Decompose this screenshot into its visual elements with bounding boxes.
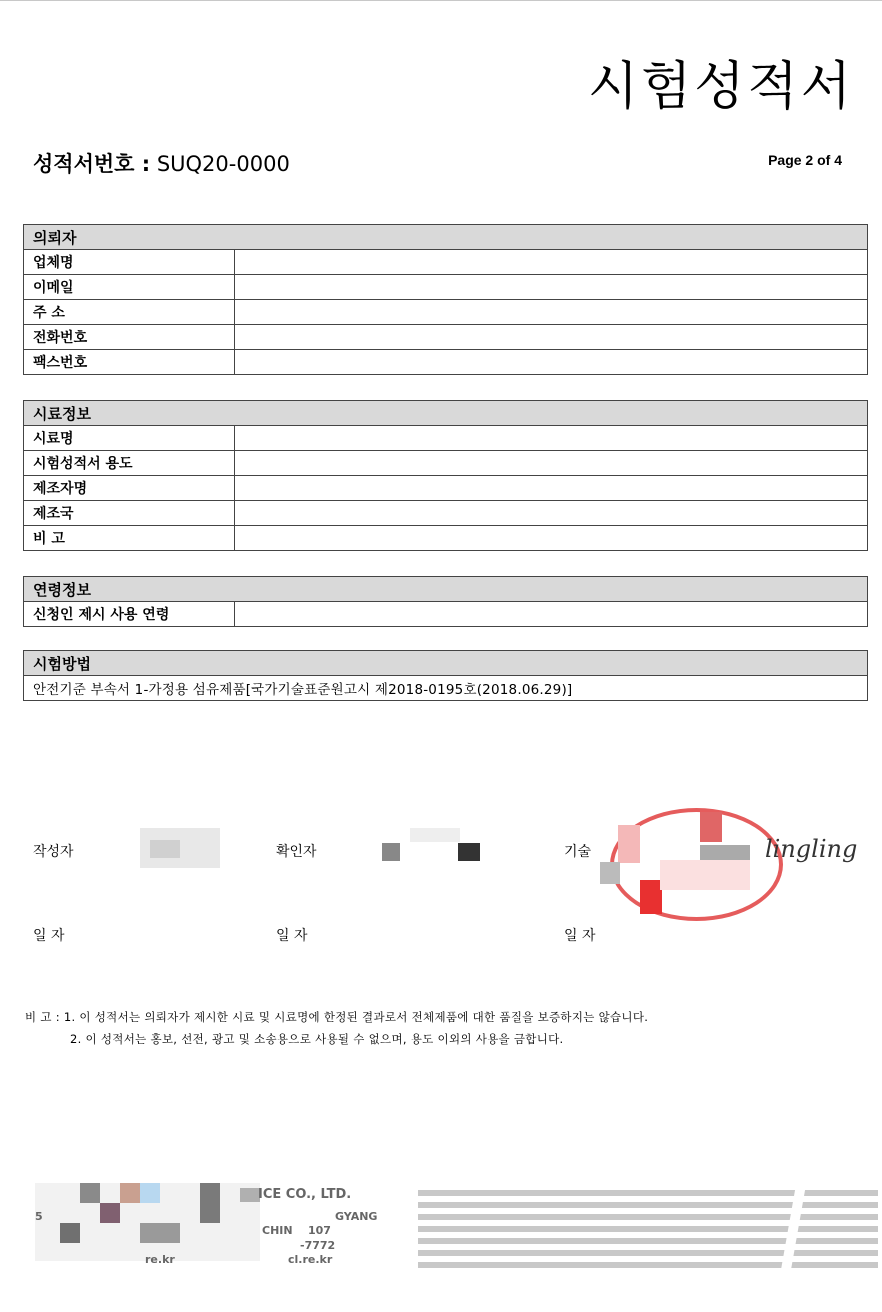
- age-field: [235, 602, 868, 627]
- note-prefix: 비 고 :: [25, 1010, 60, 1024]
- footer-company-name: ICE CO., LTD.: [258, 1187, 352, 1202]
- address-field: [235, 300, 868, 325]
- method-heading: 시험방법: [24, 651, 868, 676]
- table-row: [24, 451, 868, 476]
- stripe: [418, 1226, 878, 1232]
- redaction-block: [600, 862, 620, 884]
- redaction-block: [140, 1183, 160, 1203]
- redaction-block: [458, 843, 480, 861]
- field-label: 비 고: [24, 526, 235, 551]
- field-label: 업체명: [24, 250, 235, 275]
- table-row: [24, 250, 868, 275]
- table-row: [24, 526, 868, 551]
- confirmer-signature-redacted: [382, 843, 400, 861]
- footer-phone: -7772: [300, 1239, 336, 1252]
- table-row: [24, 300, 868, 325]
- sample-heading: 시료정보: [24, 401, 868, 426]
- footer-email: re.kr: [145, 1253, 175, 1266]
- field-label: 신청인 제시 사용 연령: [24, 602, 235, 627]
- page-indicator: Page 2 of 4: [768, 152, 842, 168]
- redaction-block: [80, 1183, 100, 1203]
- confirmer-date-label: 일 자: [276, 928, 308, 944]
- author-label: 작성자: [33, 844, 74, 860]
- tech-manager-label: 기술: [564, 844, 592, 860]
- stripe: [418, 1250, 878, 1256]
- redaction-block: [660, 860, 750, 890]
- redaction-block: [200, 1183, 220, 1223]
- table-row: [24, 501, 868, 526]
- stripe: [418, 1190, 878, 1196]
- age-table: [23, 576, 868, 627]
- redaction-block: [120, 1183, 140, 1203]
- redaction-block: [150, 840, 180, 858]
- redaction-block: [618, 825, 640, 863]
- remarks-field: [235, 526, 868, 551]
- stripe: [418, 1238, 878, 1244]
- tech-manager-signature: lingling: [765, 835, 858, 863]
- field-label: 시료명: [24, 426, 235, 451]
- redaction-block: [700, 812, 722, 842]
- table-row: [24, 275, 868, 300]
- footer-stripe-graphic: [418, 1190, 878, 1270]
- field-label: 제조자명: [24, 476, 235, 501]
- email-field: [235, 275, 868, 300]
- note-line-2: 2. 이 성적서는 홍보, 선전, 광고 및 소송용으로 사용될 수 없으며, 용도 이외의 사용을 금합니다.: [70, 1032, 564, 1046]
- client-table: [23, 224, 868, 375]
- stripe: [418, 1202, 878, 1208]
- redaction-block: [60, 1223, 80, 1243]
- footer-address-1b: GYANG: [335, 1210, 378, 1223]
- note-text-1: 1. 이 성적서는 의뢰자가 제시한 시료 및 시료명에 한정된 결과로서 전체제품에 대한 품질을 보증하지는 않습니다.: [63, 1010, 649, 1024]
- note-line-1: [25, 1006, 648, 1028]
- phone-field: [235, 325, 868, 350]
- sample-name-field: [235, 426, 868, 451]
- age-heading: 연령정보: [24, 577, 868, 602]
- table-row: [24, 676, 868, 701]
- report-number-label: 성적서번호 :: [33, 152, 151, 176]
- report-number: [33, 148, 290, 178]
- field-label: 주 소: [24, 300, 235, 325]
- sample-table: [23, 400, 868, 551]
- fax-field: [235, 350, 868, 375]
- field-label: 시험성적서 용도: [24, 451, 235, 476]
- footer-website: cl.re.kr: [288, 1253, 333, 1266]
- footer-address-2b: 107: [308, 1224, 331, 1237]
- confirmer-label: 확인자: [276, 844, 317, 860]
- method-text: 안전기준 부속서 1-가정용 섬유제품[국가기술표준원고시 제2018-0195호(2018.06.29)]: [24, 676, 868, 701]
- redaction-block: [140, 1223, 180, 1243]
- footer-address-1a: 5: [35, 1210, 43, 1223]
- table-row: [24, 602, 868, 627]
- table-row: [24, 325, 868, 350]
- redaction-block: [640, 880, 662, 914]
- table-row: [24, 350, 868, 375]
- field-label: 팩스번호: [24, 350, 235, 375]
- table-row: [24, 426, 868, 451]
- document-title: 시험성적서: [587, 57, 854, 117]
- company-name-field: [235, 250, 868, 275]
- table-row: [24, 476, 868, 501]
- stripe: [418, 1214, 878, 1220]
- stripe: [418, 1262, 878, 1268]
- redaction-block: [700, 845, 750, 861]
- author-date-label: 일 자: [33, 928, 65, 944]
- client-heading: 의뢰자: [24, 225, 868, 250]
- manufacturer-field: [235, 476, 868, 501]
- field-label: 제조국: [24, 501, 235, 526]
- tech-date-label: 일 자: [564, 928, 596, 944]
- remarks-notes: [25, 1006, 648, 1050]
- country-field: [235, 501, 868, 526]
- report-usage-field: [235, 451, 868, 476]
- redaction-block: [410, 828, 460, 842]
- redaction-block: [240, 1188, 260, 1202]
- redaction-block: [100, 1203, 120, 1223]
- footer-address-2a: CHIN: [262, 1224, 293, 1237]
- field-label: 전화번호: [24, 325, 235, 350]
- field-label: 이메일: [24, 275, 235, 300]
- top-border: [0, 0, 882, 1]
- report-number-value: SUQ20-0000: [156, 152, 290, 176]
- method-table: [23, 650, 868, 701]
